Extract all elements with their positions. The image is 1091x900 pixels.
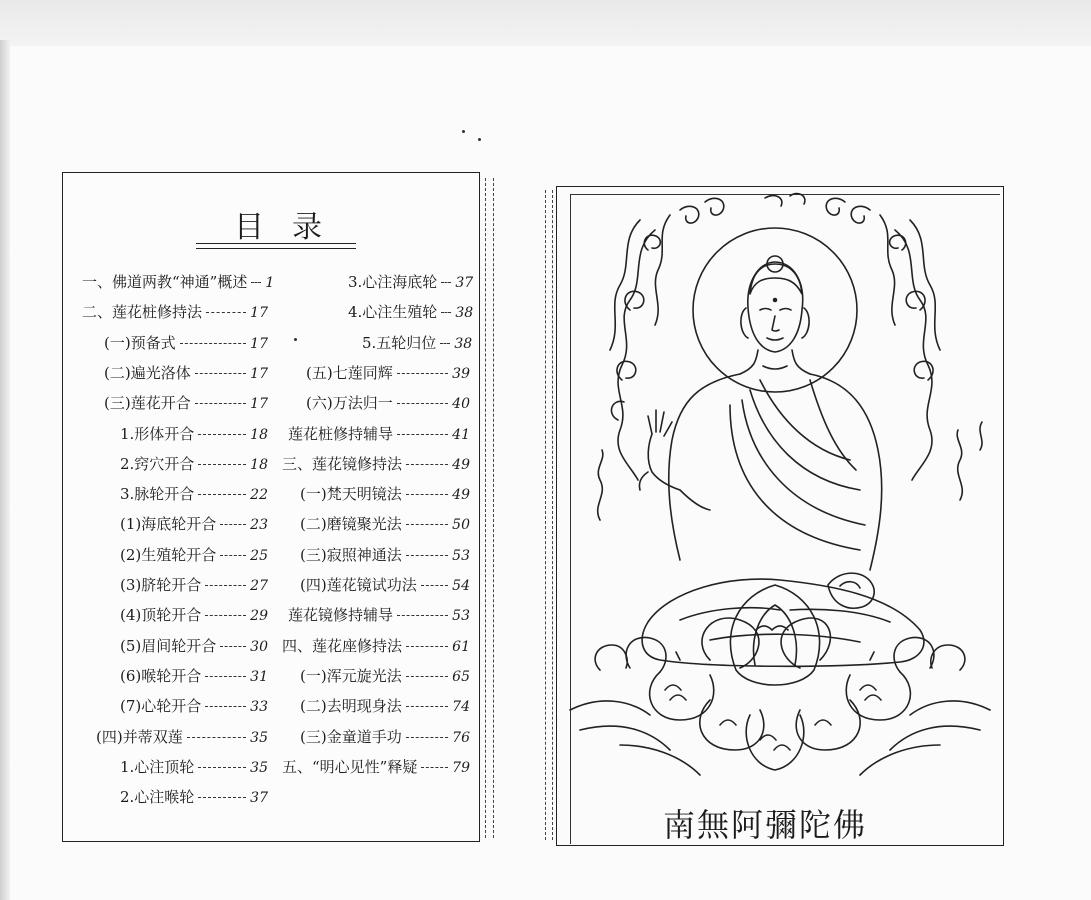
toc-entry-page: 74 [452, 699, 470, 716]
toc-entry-page: 50 [452, 517, 470, 534]
toc-entry-page: 38 [454, 335, 473, 352]
toc-entry-label: 3.脉轮开合 [120, 485, 195, 504]
toc-entry [120, 696, 268, 717]
toc-leader-dots [406, 706, 448, 707]
toc-entry [104, 363, 268, 384]
toc-entry-label: (三)金童道手功 [300, 727, 402, 746]
toc-entry-label: 3.心注海底轮 [348, 273, 438, 291]
toc-entry-label: 二、莲花桩修持法 [82, 303, 203, 322]
gutter-line-right [545, 190, 546, 840]
toc-entry [288, 605, 470, 626]
toc-entry-label: 1.心注顶轮 [120, 757, 195, 776]
toc-leader-dots [198, 767, 246, 768]
toc-leader-dots [205, 706, 246, 707]
head-halo [693, 228, 857, 392]
toc-entry [300, 666, 470, 687]
toc-entry-page: 22 [250, 487, 268, 504]
toc-entry-label: 五、“明心见性”释疑 [282, 757, 418, 776]
toc-entry-label: (3)脐轮开合 [120, 576, 202, 594]
toc-entry-label: 5.五轮归位 [362, 333, 437, 352]
toc-entry [288, 424, 470, 445]
toc-leader-dots [206, 312, 246, 313]
toc-leader-dots [406, 646, 448, 647]
toc-leader-dots [406, 464, 448, 465]
toc-entry-label: (三)莲花开合 [104, 394, 191, 413]
toc-entry-label: (7)心轮开合 [120, 697, 202, 716]
toc-entry [300, 514, 470, 535]
toc-entry [120, 787, 268, 808]
toc-entry-page: 37 [455, 275, 474, 291]
toc-entry-label: (4)顶轮开合 [120, 606, 202, 625]
toc-entry-page: 53 [452, 608, 470, 625]
toc-leader-dots [198, 494, 246, 495]
toc-entry [96, 727, 268, 748]
toc-leader-dots [195, 373, 246, 374]
gutter-line-left-2 [493, 178, 494, 838]
toc-entry [282, 757, 470, 778]
toc-entry [82, 302, 268, 323]
toc-entry-page: 54 [452, 578, 470, 594]
toc-leader-dots [180, 343, 246, 344]
toc-leader-dots [441, 282, 451, 283]
toc-entry-page: 49 [452, 487, 470, 504]
toc-entry-label: 1.形体开合 [120, 424, 195, 443]
toc-leader-dots [198, 464, 246, 465]
toc-entry-label: (二)磨镜聚光法 [300, 515, 402, 534]
gutter-line-left [485, 178, 486, 838]
toc-entry-page: 33 [250, 699, 268, 716]
toc-entry [362, 333, 473, 354]
toc-entry-label: 4.心注生殖轮 [348, 303, 438, 322]
toc-entry [120, 545, 268, 566]
toc-entry-page: 38 [455, 305, 474, 322]
toc-entry-page: 23 [250, 517, 268, 534]
toc-leader-dots [397, 615, 448, 616]
flame-halo-left [610, 198, 724, 480]
scan-speck [478, 138, 481, 141]
toc-leader-dots [220, 524, 246, 525]
toc-entry-label: (四)莲花镜试功法 [300, 576, 417, 594]
toc-entry-page: 79 [452, 759, 470, 776]
toc-entry [120, 605, 268, 626]
toc-leader-dots [220, 555, 246, 556]
toc-entry-label: 2.心注喉轮 [120, 788, 195, 807]
toc-leader-dots [421, 585, 448, 586]
toc-entry [120, 424, 268, 445]
toc-leader-dots [198, 434, 246, 435]
toc-entry-page: 29 [250, 608, 268, 625]
toc-entry-page: 1 [265, 275, 275, 291]
toc-leader-dots [406, 494, 448, 495]
toc-leader-dots [198, 797, 246, 798]
toc-entry-label: 2.窍穴开合 [120, 454, 195, 473]
toc-entry-label: (一)梵天明镜法 [300, 485, 402, 504]
gutter-line-right-2 [552, 190, 553, 840]
toc-entry-label: (2)生殖轮开合 [120, 545, 217, 564]
toc-entry [82, 272, 275, 293]
lotus-throne [570, 585, 990, 775]
toc-entry [120, 575, 268, 596]
toc-entry-label: 三、莲花镜修持法 [282, 454, 403, 473]
toc-leader-dots [397, 434, 448, 435]
toc-entry-page: 17 [250, 365, 268, 382]
toc-entry [282, 454, 470, 475]
toc-entry-label: (一)预备式 [104, 333, 176, 352]
toc-entry [306, 363, 470, 384]
toc-entry-page: 31 [250, 668, 268, 685]
toc-entry [120, 484, 268, 505]
toc-leader-dots [406, 555, 448, 556]
toc-entry [348, 302, 474, 323]
toc-entry-page: 30 [250, 638, 268, 655]
toc-entry [104, 393, 268, 414]
toc-entry-label: (六)万法归一 [306, 394, 393, 413]
toc-entry [120, 666, 268, 687]
toc-leader-dots [220, 646, 246, 647]
toc-leader-dots [406, 676, 448, 677]
toc-entry-page: 35 [250, 759, 268, 776]
scan-speck [294, 338, 297, 341]
toc-entry-label: 莲花桩修持辅导 [288, 424, 394, 443]
toc-entry [120, 454, 268, 475]
toc-entry-label: (三)寂照神通法 [300, 545, 402, 564]
toc-entry-page: 17 [250, 396, 268, 413]
toc-entry [300, 545, 470, 566]
toc-leader-dots [195, 403, 246, 404]
toc-entry [120, 636, 268, 657]
toc-leader-dots [397, 373, 448, 374]
toc-entry-label: (1)海底轮开合 [120, 515, 217, 534]
toc-entry-page: 27 [250, 578, 268, 594]
toc-entry-label: 莲花镜修持辅导 [288, 606, 394, 625]
toc-leader-dots [441, 312, 451, 313]
toc-entry-label: (一)浑元旋光法 [300, 666, 402, 685]
toc-title-underline [196, 243, 356, 249]
scan-left-edge [0, 40, 10, 900]
toc-entry-page: 41 [452, 426, 470, 443]
toc-leader-dots [205, 615, 246, 616]
toc-entry [300, 696, 470, 717]
toc-leader-dots [406, 737, 448, 738]
amitabha-buddha-illustration [560, 190, 1000, 810]
toc-entry [306, 393, 470, 414]
toc-entry-label: (5)眉间轮开合 [120, 636, 217, 655]
toc-entry [348, 272, 474, 293]
toc-leader-dots [187, 737, 246, 738]
scan-speck [462, 130, 465, 133]
toc-entry-label: (6)喉轮开合 [120, 666, 202, 685]
toc-entry-page: 17 [250, 305, 268, 322]
toc-entry-label: (二)遍光洛体 [104, 363, 191, 382]
toc-entry [300, 484, 470, 505]
scan-top-edge [0, 0, 1091, 48]
toc-leader-dots [205, 676, 246, 677]
toc-entry-page: 40 [452, 396, 470, 413]
toc-leader-dots [440, 343, 450, 344]
toc-entry-page: 18 [250, 456, 268, 473]
toc-entry-label: (五)七莲同辉 [306, 363, 393, 382]
toc-entry-label: 四、莲花座修持法 [282, 636, 403, 655]
toc-entry-page: 37 [250, 790, 268, 807]
illustration-caption: 南無阿彌陀佛 [662, 806, 867, 844]
toc-leader-dots [406, 524, 448, 525]
toc-leader-dots [251, 282, 261, 283]
toc-entry-page: 18 [250, 426, 268, 443]
toc-entry [300, 575, 470, 596]
toc-entry [120, 514, 268, 535]
toc-entry-page: 49 [452, 456, 470, 473]
toc-entry-page: 25 [250, 547, 268, 564]
toc-entry-label: 一、佛道两教“神通”概述 [82, 273, 248, 291]
toc-entry [300, 727, 470, 748]
toc-entry [282, 636, 470, 657]
toc-entry-page: 17 [250, 335, 268, 352]
toc-entry-label: (四)并蒂双莲 [96, 727, 183, 746]
toc-entry-page: 61 [452, 638, 470, 655]
toc-title: 目录 [234, 210, 350, 245]
toc-leader-dots [421, 767, 448, 768]
toc-entry-page: 53 [452, 547, 470, 564]
toc-entry-page: 65 [452, 668, 470, 685]
toc-leader-dots [397, 403, 448, 404]
toc-leader-dots [205, 585, 246, 586]
toc-entry [104, 333, 268, 354]
toc-entry-page: 39 [452, 365, 470, 382]
toc-entry [120, 757, 268, 778]
toc-entry-page: 35 [250, 729, 268, 746]
toc-entry-page: 76 [452, 729, 470, 746]
toc-entry-label: (二)去明现身法 [300, 697, 402, 716]
